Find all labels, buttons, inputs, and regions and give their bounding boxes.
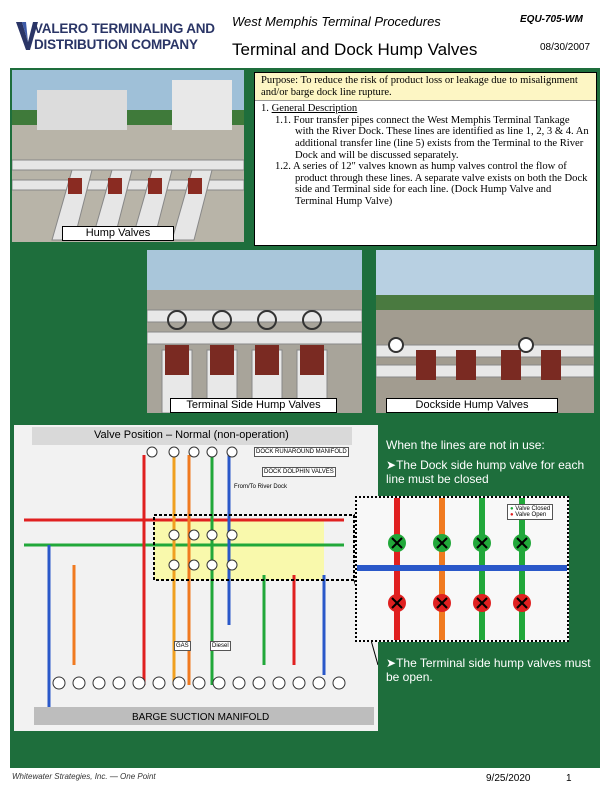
runaround-label: DOCK RUNAROUND MANIFOLD [256,449,347,455]
gas-label: GAS [176,643,189,649]
company-logo [14,18,219,54]
note-heading: When the lines are not in use: [386,438,596,452]
barge-manifold-label: BARGE SUCTION MANIFOLD [132,712,270,723]
company-name-line2: DISTRIBUTION COMPANY [34,37,198,52]
footer-company: Whitewater Strategies, Inc. — One Point [12,772,156,781]
hump-valves-photo [12,70,244,242]
terminal-side-photo [147,250,362,413]
procedure-code: EQU-705-WM [520,14,583,25]
arrow-bullet-icon: ➤ [386,458,397,472]
note-dock-closed: ➤The Dock side hump valve for each line must be closed [386,458,596,486]
dock-valves-row [388,534,531,552]
diesel-label: Diesel [212,643,229,649]
footer-date: 9/25/2020 [486,773,531,784]
valve-schematic [14,425,378,731]
diagram-title: Valve Position – Normal (non-operation) [94,429,289,441]
from-to-label: From/To River Dock [234,484,288,490]
company-name-line1: VALERO TERMINALING AND [34,21,215,36]
section-1: 1. General Description [261,103,358,115]
caption-hump-valves: Hump Valves [62,226,174,241]
section-1-1: 1.1. Four transfer pipes connect the West Memphis Terminal Tankage with the River Dock. These lines are identified as line 1, 2, 3 & 4. An additional transfer line (line 5) exists from the Terminal to the River Dock and will be discussed separately. [275,114,589,161]
dockside-photo [376,250,594,413]
valve-zoom-detail [355,496,569,642]
description-box [254,72,597,246]
procedure-name: West Memphis Terminal Procedures [232,14,441,29]
page-title: Terminal and Dock Hump Valves [232,40,478,59]
purpose-text: Purpose: To reduce the risk of product loss or leakage due to misalignment and/or barge dock line rupture. [255,73,596,101]
section-1-2: 1.2. A series of 12" valves known as hump valves control the flow of product through these lines. A separate valve exists on both the Dock side and Terminal side for each line. (Dock Hump Valve and Terminal Hump Valve) [275,161,588,207]
page-number: 1 [566,773,572,784]
dolphin-label: DOCK DOLPHIN VALVES [264,469,334,475]
arrow-bullet-icon: ➤ [386,656,397,670]
revision-date: 08/30/2007 [540,42,591,53]
caption-terminal-side: Terminal Side Hump Valves [170,398,337,413]
legend: ● Valve Closed ● Valve Open [507,504,553,520]
caption-dockside: Dockside Hump Valves [386,398,558,413]
note-terminal-open: ➤The Terminal side hump valves must be open. [386,656,596,684]
